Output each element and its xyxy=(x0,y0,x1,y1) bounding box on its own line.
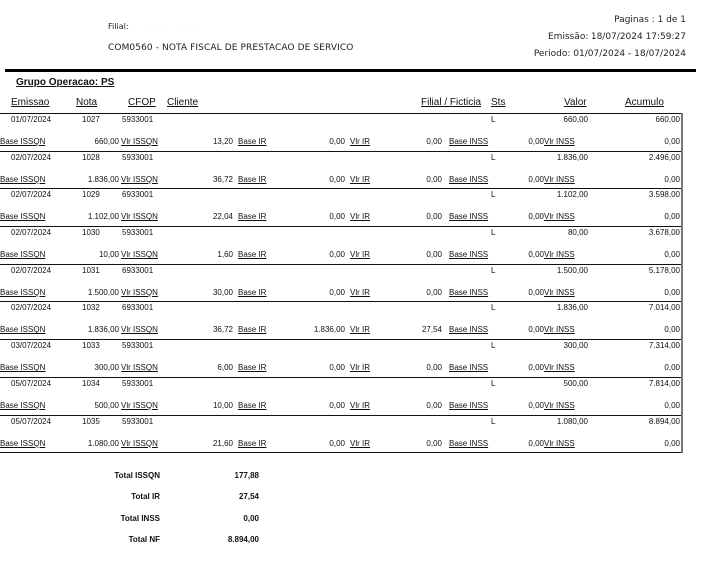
col-header-acumulo: Acumulo xyxy=(625,97,664,108)
nota: 1029 xyxy=(82,190,100,200)
base-inss-label: Base INSS xyxy=(449,325,489,335)
sts: L xyxy=(491,341,496,351)
vlr-inss-label: Vlr INSS xyxy=(544,325,575,335)
filial-value-redacted: . . . . . . . xyxy=(134,22,202,31)
base-issqn-label: Base ISSQN xyxy=(0,438,46,448)
base-issqn-value: 500,00 xyxy=(94,400,119,410)
emissao: 02/07/2024 xyxy=(11,265,52,275)
sts: L xyxy=(491,115,496,124)
cfop: 6933001 xyxy=(122,265,154,275)
vlr-issqn-label: Vlr ISSQN xyxy=(121,325,158,335)
base-inss-value: 0,00 xyxy=(528,287,544,297)
emissao: 01/07/2024 xyxy=(11,115,52,124)
base-issqn-value: 10,00 xyxy=(98,250,119,260)
total-issqn-label: Total ISSQN xyxy=(114,471,160,480)
vlr-issqn-label: Vlr ISSQN xyxy=(121,363,158,373)
base-issqn-label: Base ISSQN xyxy=(0,363,46,373)
base-ir-value: 1.836,00 xyxy=(313,325,345,335)
vlr-ir-value: 27,54 xyxy=(421,325,442,335)
vlr-issqn-value: 36,72 xyxy=(212,325,233,335)
vlr-ir-value: 0,00 xyxy=(426,174,442,184)
nota: 1032 xyxy=(82,303,100,313)
vlr-inss-value: 0,00 xyxy=(664,363,680,373)
cfop: 5933001 xyxy=(122,341,154,351)
base-issqn-value: 1.836,00 xyxy=(87,325,119,335)
vlr-ir-label: Vlr IR xyxy=(350,438,370,448)
record-row xyxy=(0,301,681,339)
emissao: 02/07/2024 xyxy=(11,303,52,313)
sts: L xyxy=(491,190,496,200)
base-issqn-value: 1.102,00 xyxy=(87,212,119,222)
emissao-label: Emissão: xyxy=(548,32,589,42)
acumulo: 7.014,00 xyxy=(648,303,680,313)
base-ir-label: Base IR xyxy=(238,137,267,146)
valor: 1.500,00 xyxy=(556,265,588,275)
vlr-ir-value: 0,00 xyxy=(426,212,442,222)
vlr-inss-label: Vlr INSS xyxy=(544,400,575,410)
total-inss-value: 0,00 xyxy=(243,514,259,523)
base-ir-value: 0,00 xyxy=(329,400,345,410)
record-row xyxy=(0,188,681,226)
nota: 1035 xyxy=(82,416,100,426)
vlr-inss-value: 0,00 xyxy=(664,212,680,222)
col-header-cfop: CFOP xyxy=(128,97,156,108)
base-issqn-label: Base ISSQN xyxy=(0,137,46,146)
acumulo: 5.178,00 xyxy=(648,265,680,275)
vlr-inss-label: Vlr INSS xyxy=(544,438,575,448)
vlr-ir-value: 0,00 xyxy=(426,363,442,373)
base-ir-label: Base IR xyxy=(238,438,267,448)
vlr-ir-label: Vlr IR xyxy=(350,363,370,373)
acumulo: 3.678,00 xyxy=(648,228,680,238)
vlr-issqn-label: Vlr ISSQN xyxy=(121,174,158,184)
valor: 500,00 xyxy=(563,378,588,388)
vlr-issqn-label: Vlr ISSQN xyxy=(121,287,158,297)
group-title: Grupo Operacao: PS xyxy=(16,77,115,88)
base-issqn-value: 1.080,00 xyxy=(87,438,119,448)
valor: 1.080,00 xyxy=(556,416,588,426)
sts: L xyxy=(491,378,496,388)
valor: 660,00 xyxy=(563,115,588,124)
nota: 1028 xyxy=(82,152,100,162)
vlr-inss-label: Vlr INSS xyxy=(544,212,575,222)
cfop: 5933001 xyxy=(122,416,154,426)
vlr-inss-value: 0,00 xyxy=(664,400,680,410)
vlr-inss-label: Vlr INSS xyxy=(544,137,575,146)
base-inss-label: Base INSS xyxy=(449,400,489,410)
sts: L xyxy=(491,228,496,238)
emissao: 05/07/2024 xyxy=(11,378,52,388)
valor: 80,00 xyxy=(567,228,588,238)
acumulo: 2.496,00 xyxy=(648,152,680,162)
sts: L xyxy=(491,265,496,275)
base-inss-label: Base INSS xyxy=(449,363,489,373)
vlr-ir-label: Vlr IR xyxy=(350,325,370,335)
vlr-issqn-value: 21,60 xyxy=(212,438,233,448)
record-row xyxy=(0,113,681,151)
base-issqn-value: 300,00 xyxy=(94,363,119,373)
vlr-ir-label: Vlr IR xyxy=(350,250,370,260)
vlr-issqn-value: 10,00 xyxy=(212,400,233,410)
vlr-issqn-value: 22,04 xyxy=(212,212,233,222)
base-ir-value: 0,00 xyxy=(329,438,345,448)
col-header-valor: Valor xyxy=(564,97,587,108)
vlr-ir-value: 0,00 xyxy=(426,137,442,146)
emissao: 03/07/2024 xyxy=(11,341,52,351)
cfop: 5933001 xyxy=(122,228,154,238)
vlr-ir-value: 0,00 xyxy=(426,438,442,448)
col-header-filial: Filial / Ficticia xyxy=(421,97,482,108)
emissao: 02/07/2024 xyxy=(11,228,52,238)
vlr-issqn-value: 13,20 xyxy=(212,137,233,146)
base-issqn-label: Base ISSQN xyxy=(0,400,46,410)
vlr-issqn-label: Vlr ISSQN xyxy=(121,400,158,410)
base-inss-label: Base INSS xyxy=(449,287,489,297)
valor: 1.836,00 xyxy=(556,152,588,162)
total-issqn-value: 177,88 xyxy=(234,471,259,480)
base-inss-value: 0,00 xyxy=(528,325,544,335)
record-row xyxy=(0,226,681,264)
sts: L xyxy=(491,416,496,426)
base-inss-value: 0,00 xyxy=(528,212,544,222)
base-ir-value: 0,00 xyxy=(329,250,345,260)
emissao: 02/07/2024 xyxy=(11,190,52,200)
cfop: 5933001 xyxy=(122,378,154,388)
vlr-inss-label: Vlr INSS xyxy=(544,174,575,184)
vlr-issqn-value: 30,00 xyxy=(212,287,233,297)
base-issqn-value: 1.836,00 xyxy=(87,174,119,184)
emissao-value: 18/07/2024 17:59:27 xyxy=(590,32,686,42)
col-header-cliente: Cliente xyxy=(167,97,199,108)
page-count: Paginas : 1 de 1 xyxy=(614,15,686,25)
base-issqn-label: Base ISSQN xyxy=(0,174,46,184)
nota: 1030 xyxy=(82,228,100,238)
vlr-inss-value: 0,00 xyxy=(664,137,680,146)
base-issqn-label: Base ISSQN xyxy=(0,325,46,335)
record-row xyxy=(0,339,681,377)
col-header-nota: Nota xyxy=(76,97,98,108)
vlr-ir-value: 0,00 xyxy=(426,250,442,260)
col-header-sts: Sts xyxy=(491,97,506,108)
base-inss-value: 0,00 xyxy=(528,137,544,146)
vlr-inss-value: 0,00 xyxy=(664,287,680,297)
base-inss-label: Base INSS xyxy=(449,250,489,260)
record-row xyxy=(0,151,681,189)
base-ir-label: Base IR xyxy=(238,212,267,222)
base-issqn-value: 660,00 xyxy=(94,137,119,146)
nota: 1033 xyxy=(82,341,100,351)
report-title: COM0560 - NOTA FISCAL DE PRESTACAO DE SERVICO xyxy=(108,43,354,53)
report-period: Periodo: 01/07/2024 - 18/07/2024 xyxy=(533,49,686,59)
base-ir-value: 0,00 xyxy=(329,174,345,184)
sts: L xyxy=(491,303,496,313)
nota: 1031 xyxy=(82,265,100,275)
base-inss-value: 0,00 xyxy=(528,174,544,184)
base-ir-value: 0,00 xyxy=(329,287,345,297)
base-ir-label: Base IR xyxy=(238,287,267,297)
base-ir-label: Base IR xyxy=(238,363,267,373)
base-ir-value: 0,00 xyxy=(329,212,345,222)
base-issqn-label: Base ISSQN xyxy=(0,250,46,260)
vlr-issqn-label: Vlr ISSQN xyxy=(121,137,158,146)
total-inss-label: Total INSS xyxy=(120,514,160,523)
vlr-inss-value: 0,00 xyxy=(664,250,680,260)
acumulo: 7.314,00 xyxy=(648,341,680,351)
base-ir-label: Base IR xyxy=(238,250,267,260)
nota: 1027 xyxy=(82,115,100,124)
record-row xyxy=(0,264,681,302)
valor: 1.836,00 xyxy=(556,303,588,313)
base-inss-value: 0,00 xyxy=(528,363,544,373)
base-inss-value: 0,00 xyxy=(528,250,544,260)
cfop: 5933001 xyxy=(122,115,154,124)
vlr-issqn-label: Vlr ISSQN xyxy=(121,250,158,260)
total-ir-value: 27,54 xyxy=(238,492,259,501)
vlr-inss-value: 0,00 xyxy=(664,325,680,335)
vlr-ir-label: Vlr IR xyxy=(350,174,370,184)
vlr-ir-value: 0,00 xyxy=(426,400,442,410)
valor: 1.102,00 xyxy=(556,190,588,200)
vlr-ir-label: Vlr IR xyxy=(350,287,370,297)
total-nf-label: Total NF xyxy=(128,535,160,544)
vlr-issqn-value: 6,00 xyxy=(217,363,233,373)
vlr-ir-label: Vlr IR xyxy=(350,137,370,146)
emissao: 02/07/2024 xyxy=(11,152,52,162)
record-row xyxy=(0,377,681,415)
vlr-issqn-label: Vlr ISSQN xyxy=(121,212,158,222)
valor: 300,00 xyxy=(563,341,588,351)
base-inss-label: Base INSS xyxy=(449,174,489,184)
cfop: 5933001 xyxy=(122,152,154,162)
total-ir-label: Total IR xyxy=(131,492,160,501)
base-inss-label: Base INSS xyxy=(449,137,489,146)
base-inss-label: Base INSS xyxy=(449,212,489,222)
emissao: 05/07/2024 xyxy=(11,416,52,426)
cfop: 6933001 xyxy=(122,190,154,200)
acumulo: 660,00 xyxy=(655,115,680,124)
vlr-issqn-value: 1,60 xyxy=(217,250,233,260)
vlr-inss-value: 0,00 xyxy=(664,438,680,448)
base-inss-value: 0,00 xyxy=(528,438,544,448)
vlr-issqn-value: 36,72 xyxy=(212,174,233,184)
col-header-emissao: Emissao xyxy=(11,97,50,108)
header-divider xyxy=(5,69,696,72)
records-table xyxy=(0,113,683,453)
sts: L xyxy=(491,152,496,162)
vlr-inss-value: 0,00 xyxy=(664,174,680,184)
base-ir-value: 0,00 xyxy=(329,363,345,373)
filial-label: Filial: xyxy=(108,22,129,31)
total-nf-value: 8.894,00 xyxy=(227,535,259,544)
record-row xyxy=(0,415,681,454)
cfop: 6933001 xyxy=(122,303,154,313)
vlr-ir-value: 0,00 xyxy=(426,287,442,297)
base-issqn-label: Base ISSQN xyxy=(0,287,46,297)
vlr-inss-label: Vlr INSS xyxy=(544,250,575,260)
acumulo: 3.598,00 xyxy=(648,190,680,200)
base-inss-label: Base INSS xyxy=(449,438,489,448)
vlr-inss-label: Vlr INSS xyxy=(544,363,575,373)
acumulo: 7.814,00 xyxy=(648,378,680,388)
vlr-issqn-label: Vlr ISSQN xyxy=(121,438,158,448)
base-ir-value: 0,00 xyxy=(329,137,345,146)
base-ir-label: Base IR xyxy=(238,174,267,184)
base-inss-value: 0,00 xyxy=(528,400,544,410)
base-issqn-value: 1.500,00 xyxy=(87,287,119,297)
vlr-inss-label: Vlr INSS xyxy=(544,287,575,297)
base-ir-label: Base IR xyxy=(238,400,267,410)
base-ir-label: Base IR xyxy=(238,325,267,335)
nota: 1034 xyxy=(82,378,100,388)
acumulo: 8.894,00 xyxy=(648,416,680,426)
vlr-ir-label: Vlr IR xyxy=(350,212,370,222)
base-issqn-label: Base ISSQN xyxy=(0,212,46,222)
vlr-ir-label: Vlr IR xyxy=(350,400,370,410)
